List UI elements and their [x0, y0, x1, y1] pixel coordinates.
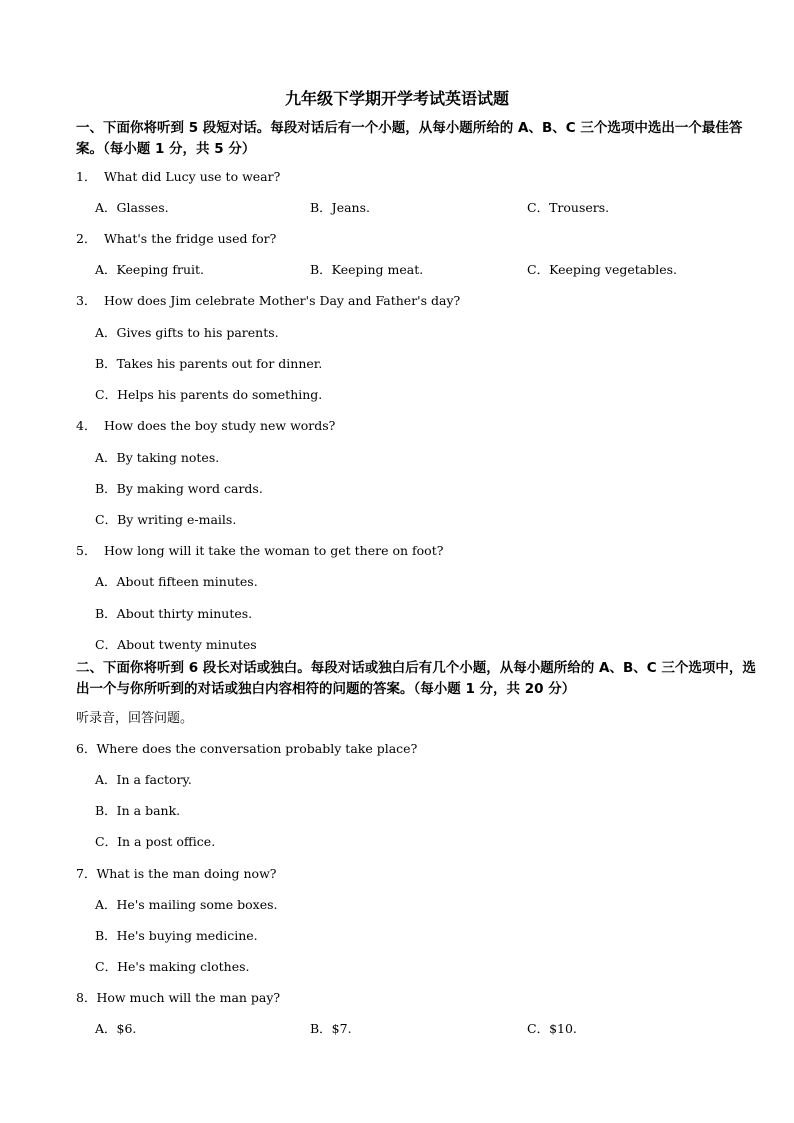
question-5 [76, 541, 443, 559]
question-4 [76, 416, 335, 434]
question-8 [76, 988, 280, 1006]
question-number: 6． [76, 741, 97, 756]
option-8c: C．$10. [527, 1021, 577, 1036]
question-number: 4． [76, 418, 97, 433]
question-3 [76, 291, 460, 309]
option-5b: B．About thirty minutes. [95, 606, 253, 621]
question-text: What did Lucy use to wear? [104, 169, 281, 184]
option-4b: B．By making word cards. [95, 481, 263, 496]
question-text: How long will it take the woman to get there on foot? [104, 543, 444, 558]
option-2b: B．Keeping meat. [310, 262, 424, 277]
option-6c: C．In a post office. [95, 834, 216, 849]
option-2a: A．Keeping fruit. [95, 262, 204, 277]
option-1b: B．Jeans. [310, 200, 370, 215]
question-number: 7． [76, 866, 97, 881]
option-2c: C．Keeping vegetables. [527, 262, 678, 277]
question-7 [76, 864, 277, 882]
option-3a: A．Gives gifts to his parents. [95, 325, 279, 340]
option-7b: B．He's buying medicine. [95, 928, 258, 943]
question-number: 5． [76, 543, 97, 558]
option-3b: B．Takes his parents out for dinner. [95, 356, 323, 371]
question-number: 2． [76, 231, 97, 246]
option-1c: C．Trousers. [527, 200, 610, 215]
question-number: 8． [76, 990, 97, 1005]
question-6 [76, 739, 417, 757]
section-1-heading: 一、下面你将听到 5 段短对话。每段对话后有一个小题，从每小题所给的 A、B、C 三个选项中选出一个最佳答案。（每小题 1 分，共 5 分） [76, 120, 743, 157]
option-4c: C．By writing e-mails. [95, 512, 237, 527]
question-1 [76, 167, 280, 185]
option-7c: C．He's making clothes. [95, 959, 250, 974]
option-3c: C．Helps his parents do something. [95, 387, 323, 402]
option-1a: A．Glasses. [95, 200, 169, 215]
question-number: 1． [76, 169, 97, 184]
option-8b: B．$7. [310, 1021, 352, 1036]
question-text: Where does the conversation probably take place? [96, 741, 418, 756]
question-text: How does the boy study new words? [104, 418, 336, 433]
question-text: What is the man doing now? [96, 866, 277, 881]
question-2 [76, 229, 276, 247]
question-number: 3． [76, 293, 97, 308]
section-2-heading: 二、下面你将听到 6 段长对话或独白。每段对话或独白后有几个小题，从每小题所给的 A、B、C 三个选项中，选出一个与你所听到的对话或独白内容相符的问题的答案。（每小题 1 分，共 20 分） [76, 660, 756, 697]
option-5c: C．About twenty minutes [95, 637, 257, 652]
option-4a: A．By taking notes. [95, 450, 220, 465]
option-5a: A．About fifteen minutes. [95, 574, 258, 589]
option-6b: B．In a bank. [95, 803, 181, 818]
question-text: How much will the man pay? [96, 990, 281, 1005]
question-text: How does Jim celebrate Mother's Day and Father's day? [104, 293, 461, 308]
option-7a: A．He's mailing some boxes. [95, 897, 278, 912]
section-2-instruction: 听录音，回答问题。 [76, 711, 194, 726]
option-6a: A．In a factory. [95, 772, 192, 787]
question-text: What's the fridge used for? [104, 231, 277, 246]
option-8a: A．$6. [95, 1021, 137, 1036]
page-title: 九年级下学期开学考试英语试题 [284, 89, 509, 108]
